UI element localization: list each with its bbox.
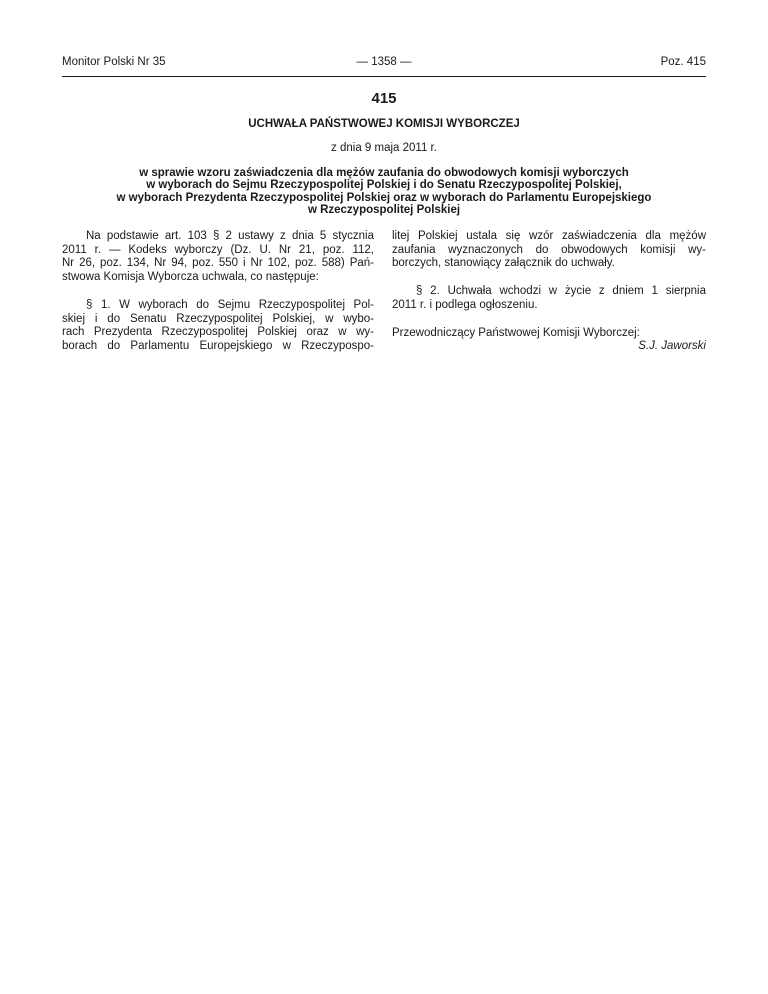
text-line: borach do Parlamentu Europejskiego w Rzeczypospo- <box>62 339 374 352</box>
text-line: stwowa Komisja Wyborcza uchwala, co następuje: <box>62 271 319 284</box>
position-ref: Poz. 415 <box>660 56 706 68</box>
intro-paragraph <box>62 230 374 285</box>
section-1-paragraph <box>62 299 374 354</box>
text-line: 2011 r. — Kodeks wyborczy (Dz. U. Nr 21, poz. 112, <box>62 243 374 256</box>
subject-line: w sprawie wzoru zaświadczenia dla mężów zaufania do obwodowych komisji wyborczych <box>139 167 629 179</box>
subject-line: w Rzeczypospolitej Polskiej <box>307 203 461 216</box>
text-line: 2011 r. i podlega ogłoszeniu. <box>392 298 538 311</box>
resolution-title: UCHWAŁA PAŃSTWOWEJ KOMISJI WYBORCZEJ <box>248 118 520 130</box>
resolution-date: z dnia 9 maja 2011 r. <box>331 142 437 154</box>
signature-block <box>392 327 706 354</box>
text-line: rach Prezydenta Rzeczypospolitej Polskiej oraz w wy- <box>62 326 374 339</box>
right-column <box>392 230 706 354</box>
text-line: Nr 26, poz. 134, Nr 94, poz. 550 i Nr 102, poz. 588) Pań- <box>62 257 374 270</box>
text-line: skiej i do Senatu Rzeczypospolitej Polskiej, w wybo- <box>62 312 374 325</box>
text-line: § 2. Uchwała wchodzi w życie z dniem 1 sierpnia <box>416 285 706 298</box>
text-line: Na podstawie art. 103 § 2 ustawy z dnia 5 stycznia <box>86 230 374 242</box>
signature-name: S.J. Jaworski <box>638 340 706 353</box>
text-line: borczych, stanowiący załącznik do uchwały. <box>392 257 615 270</box>
resolution-subject <box>62 167 706 216</box>
text-line: zaufania wyznaczonych do obwodowych komisji wy- <box>392 243 706 256</box>
section-2-paragraph <box>392 285 706 312</box>
page-number: — 1358 — <box>356 56 412 68</box>
position-number: 415 <box>371 90 397 107</box>
chair-label: Przewodniczący Państwowej Komisji Wyborczej: <box>392 326 640 339</box>
header-rule <box>62 76 706 77</box>
journal-title: Monitor Polski Nr 35 <box>62 56 166 68</box>
text-line: litej Polskiej ustala się wzór zaświadczenia dla mężów <box>392 230 706 242</box>
page-header <box>62 56 706 72</box>
subject-line: w wyborach Prezydenta Rzeczypospolitej Polskiej oraz w wyborach do Parlamentu Europejskiego <box>116 191 652 204</box>
section-1-continuation <box>392 230 706 271</box>
text-line: § 1. W wyborach do Sejmu Rzeczypospolitej Pol- <box>86 298 374 311</box>
subject-line: w wyborach do Sejmu Rzeczypospolitej Polskiej i do Senatu Rzeczypospolitej Polskiej, <box>146 179 622 192</box>
left-column <box>62 230 374 354</box>
